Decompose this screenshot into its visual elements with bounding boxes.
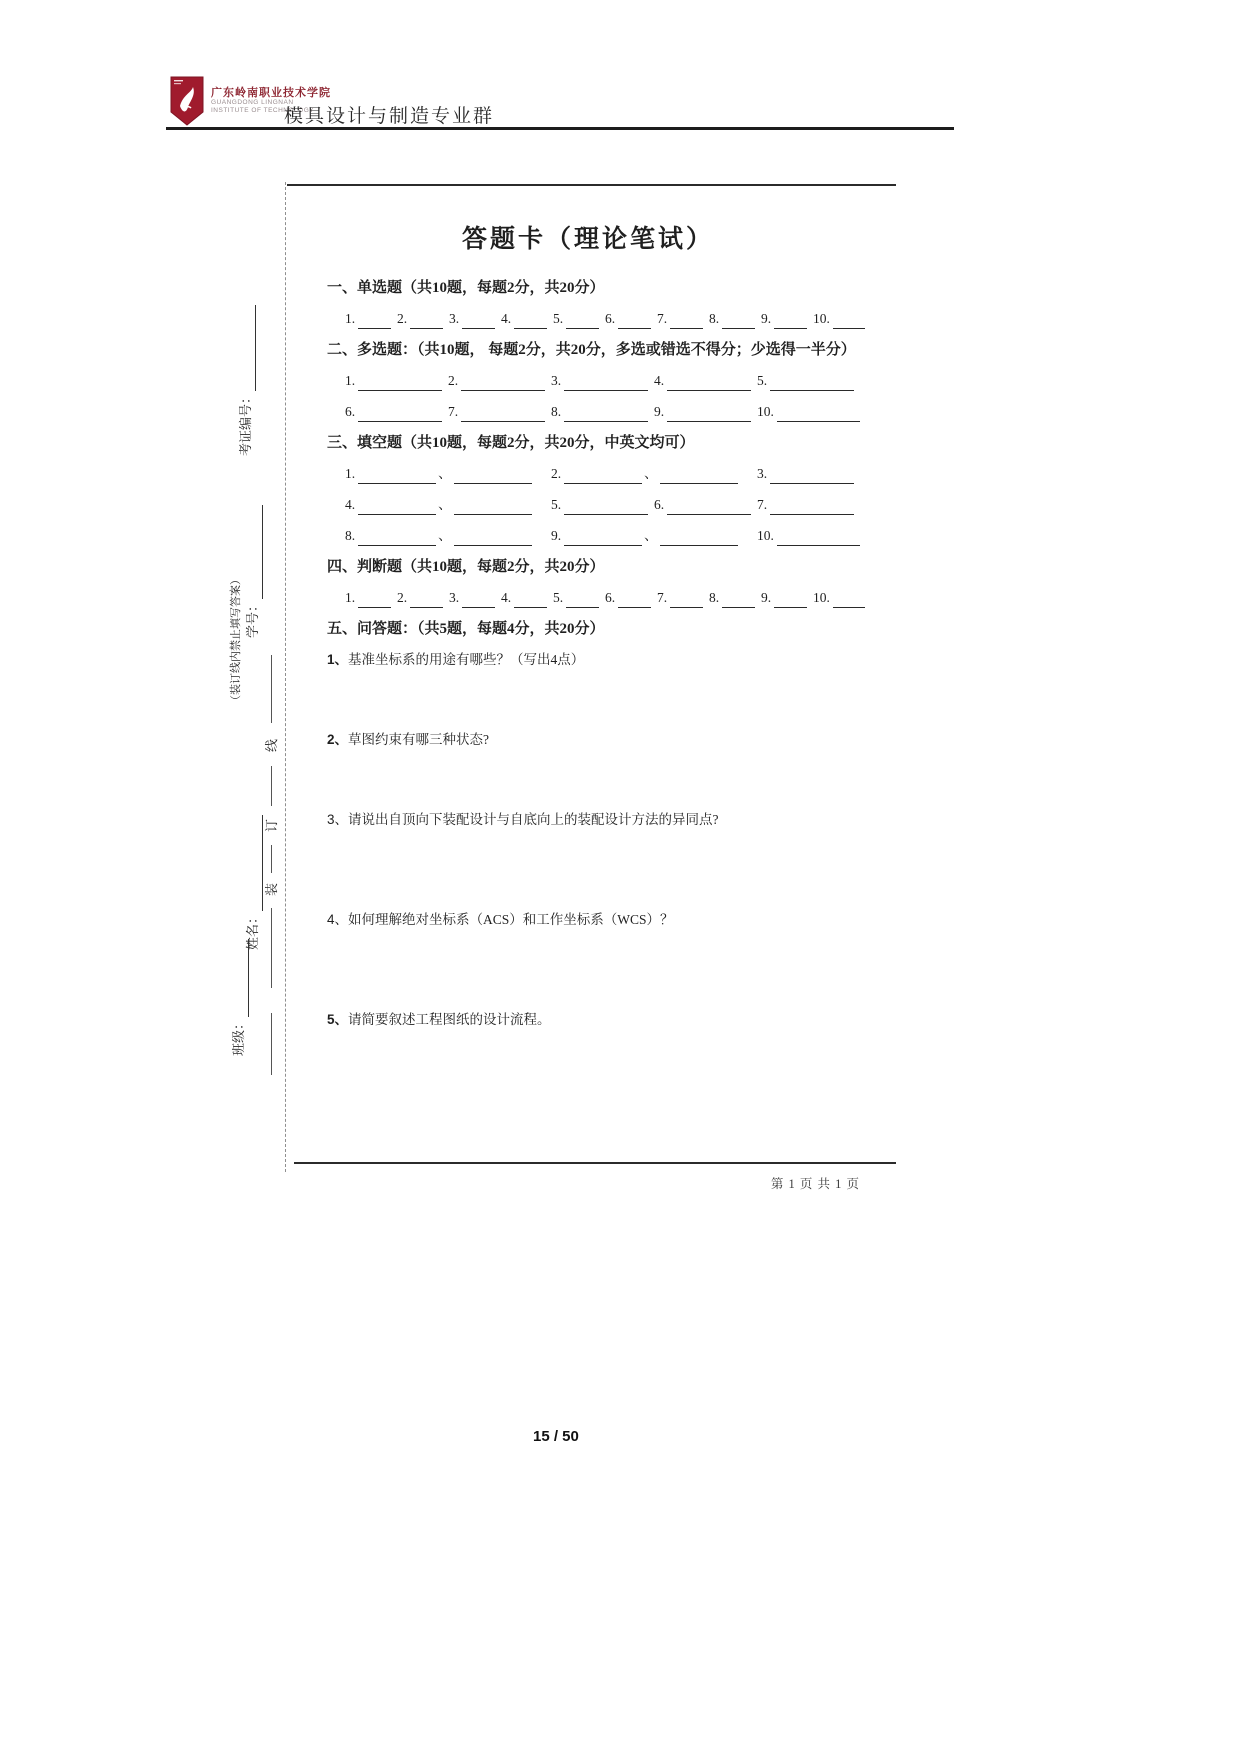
binding-warning-text: （装订线内禁止填写答案） [230, 574, 242, 706]
student-number-label: 学号： [245, 598, 260, 638]
answer-blank [670, 591, 703, 608]
answer-slot [551, 495, 654, 515]
answer-slot [657, 588, 709, 608]
binding-warning [226, 548, 246, 706]
question [327, 730, 897, 750]
answer-blank [564, 374, 648, 391]
student-number-blank [247, 505, 263, 599]
answer-slot-number: 5. [757, 373, 768, 388]
fold-segment [271, 655, 272, 723]
answer-slot [449, 588, 501, 608]
answer-slot-number: 3. [449, 590, 460, 605]
answer-blank [566, 591, 599, 608]
section-heading: 一、单选题（共10题，每题2分，共20分） [327, 280, 605, 296]
answer-slot-number: 2. [551, 466, 562, 481]
answer-slot-number: 10. [813, 311, 830, 326]
answer-blank [833, 312, 865, 329]
answer-card-content [327, 222, 897, 1030]
answer-slot-number: 5. [553, 311, 564, 326]
answer-blank [770, 374, 854, 391]
answer-slot [449, 309, 501, 329]
question-text: 基准坐标系的用途有哪些？（写出4点） [348, 652, 585, 667]
answer-slot-number: 7. [657, 590, 668, 605]
answer-slot-number: 2. [448, 373, 459, 388]
question [327, 650, 897, 670]
answer-row [345, 526, 897, 546]
binding-char-xian: 线 [264, 738, 279, 752]
blank-separator: 、 [644, 528, 658, 543]
answer-slot [709, 309, 761, 329]
answer-blank [514, 312, 547, 329]
answer-blank [777, 529, 860, 546]
blank-separator: 、 [438, 528, 452, 543]
answer-slot-number: 10. [757, 528, 774, 543]
answer-slot-number: 8. [551, 404, 562, 419]
answer-slot [553, 309, 605, 329]
question [327, 910, 897, 930]
answer-blank [564, 529, 642, 546]
answer-slot [654, 402, 757, 422]
answer-blank [358, 498, 436, 515]
answer-row [345, 464, 897, 484]
answer-slot [757, 495, 860, 515]
answer-slot [551, 526, 757, 546]
answer-blank [774, 312, 807, 329]
answer-slot [397, 309, 449, 329]
question-number: 3、 [327, 812, 349, 827]
sheet-bottom-rule [294, 1162, 896, 1164]
answer-slot [345, 464, 551, 484]
answer-slot [605, 309, 657, 329]
answer-blank [777, 405, 860, 422]
answer-blank [774, 591, 807, 608]
answer-blank [722, 591, 755, 608]
document-page-indicator: 15 / 50 [533, 1428, 579, 1445]
fold-segment [271, 766, 272, 806]
answer-slot-number: 4. [654, 373, 665, 388]
answer-slot [551, 371, 654, 391]
program-group-title: 模具设计与制造专业群 [284, 106, 495, 127]
answer-slot-number: 4. [501, 590, 512, 605]
fold-segment [271, 845, 272, 873]
answer-slot-number: 1. [345, 311, 356, 326]
answer-slot [605, 588, 657, 608]
answer-slot [551, 402, 654, 422]
answer-slot-number: 7. [757, 497, 768, 512]
answer-slot-number: 7. [657, 311, 668, 326]
answer-slot [397, 588, 449, 608]
answer-blank [660, 529, 738, 546]
answer-blank [722, 312, 755, 329]
answer-slot [448, 402, 551, 422]
answer-slot-number: 9. [761, 311, 772, 326]
answer-slot [761, 309, 813, 329]
answer-blank [564, 467, 642, 484]
question-text: 草图约束有哪三种状态? [348, 732, 490, 747]
student-number-field [243, 502, 263, 638]
answer-slot [551, 464, 757, 484]
name-blank [247, 815, 263, 911]
answer-blank [770, 498, 854, 515]
answer-slot-number: 6. [654, 497, 665, 512]
answer-slot [757, 526, 860, 546]
sections [327, 278, 897, 1030]
answer-slot-number: 1. [345, 373, 356, 388]
answer-slot [345, 588, 397, 608]
answer-blank [462, 312, 495, 329]
answer-row [345, 588, 897, 608]
answer-blank [564, 498, 648, 515]
blank-separator: 、 [644, 466, 658, 481]
answer-slot-number: 8. [709, 311, 720, 326]
answer-blank [358, 312, 391, 329]
answer-blank [410, 591, 443, 608]
answer-blank [454, 467, 532, 484]
name-label: 姓名： [245, 910, 260, 950]
answer-slot-number: 9. [654, 404, 665, 419]
school-name-cn: 广东岭南职业技术学院 [211, 87, 331, 99]
answer-slot [813, 309, 865, 329]
answer-row [345, 309, 897, 329]
answer-slot-number: 2. [397, 311, 408, 326]
answer-slot [813, 588, 865, 608]
school-name-en-line2: INSTITUTE OF TECHNOLOGY [211, 107, 315, 114]
answer-slot [345, 526, 551, 546]
answer-slot-number: 1. [345, 466, 356, 481]
answer-slot-number: 6. [605, 590, 616, 605]
answer-blank [461, 374, 545, 391]
class-label: 班级： [231, 1016, 246, 1056]
fold-segment [271, 1013, 272, 1075]
section-heading: 二、多选题：（共10题， 每题2分，共20分，多选或错选不得分；少选得一半分） [327, 342, 856, 358]
question-number: 5、 [327, 1012, 349, 1027]
answer-blank [358, 374, 442, 391]
answer-blank [667, 405, 751, 422]
answer-slot-number: 4. [501, 311, 512, 326]
answer-slot [345, 495, 551, 515]
answer-blank [660, 467, 738, 484]
answer-slot-number: 8. [345, 528, 356, 543]
exam-number-label: 考证编号： [238, 390, 253, 456]
question-text: 请简要叙述工程图纸的设计流程。 [348, 1012, 551, 1027]
blank-separator: 、 [438, 497, 452, 512]
question [327, 1010, 897, 1030]
answer-row [345, 402, 897, 422]
school-name-en-line1: GUANGDONG LINGNAN [211, 99, 294, 106]
answer-slot [501, 309, 553, 329]
answer-blank [462, 591, 495, 608]
question [327, 810, 897, 830]
section-heading: 四、判断题（共10题，每题2分，共20分） [327, 559, 605, 575]
exam-number-field [236, 300, 256, 456]
answer-blank [358, 529, 436, 546]
answer-blank [454, 529, 532, 546]
answer-slot [345, 309, 397, 329]
answer-slot-number: 3. [551, 373, 562, 388]
answer-blank [618, 312, 651, 329]
answer-slot [553, 588, 605, 608]
answer-blank [564, 405, 648, 422]
answer-slot-number: 9. [551, 528, 562, 543]
answer-blank [358, 467, 436, 484]
section-heading: 三、填空题（共10题，每题2分，共20分，中英文均可） [327, 435, 695, 451]
question-number: 2、 [327, 732, 349, 747]
class-blank [233, 939, 249, 1017]
answer-slot-number: 6. [345, 404, 356, 419]
exam-number-blank [240, 305, 256, 391]
question-number: 1、 [327, 652, 349, 667]
answer-slot [654, 371, 757, 391]
question-text: 如何理解绝对坐标系（ACS）和工作坐标系（WCS）？ [348, 912, 674, 927]
binding-fold-line [285, 182, 286, 1172]
fold-segment [271, 908, 272, 988]
section-heading: 五、问答题：（共5题，每题4分，共20分） [327, 621, 605, 637]
answer-slot-number: 1. [345, 590, 356, 605]
sheet-top-rule [287, 184, 896, 186]
answer-slot-number: 9. [761, 590, 772, 605]
answer-slot [761, 588, 813, 608]
answer-slot [757, 464, 860, 484]
answer-blank [566, 312, 599, 329]
answer-blank [670, 312, 703, 329]
answer-blank [667, 374, 751, 391]
answer-slot [345, 371, 448, 391]
answer-slot [654, 495, 757, 515]
answer-row [345, 495, 897, 515]
answer-slot-number: 3. [449, 311, 460, 326]
answer-blank [770, 467, 854, 484]
answer-slot-number: 3. [757, 466, 768, 481]
question-text: 请说出自顶向下装配设计与自底向上的装配设计方法的异同点? [348, 812, 719, 827]
name-field [243, 810, 263, 950]
question-number: 4、 [327, 912, 349, 927]
answer-slot-number: 10. [813, 590, 830, 605]
answer-blank [461, 405, 545, 422]
answer-slot-number: 5. [551, 497, 562, 512]
binding-char-ding: 订 [264, 818, 279, 832]
answer-slot-number: 8. [709, 590, 720, 605]
answer-slot-number: 4. [345, 497, 356, 512]
answer-slot-number: 5. [553, 590, 564, 605]
answer-card-title: 答题卡（理论笔试） [461, 226, 714, 253]
answer-blank [514, 591, 547, 608]
answer-slot [345, 402, 448, 422]
answer-blank [358, 591, 391, 608]
blank-separator: 、 [438, 466, 452, 481]
binding-char-zhuang: 装 [264, 882, 279, 896]
sheet-page-note: 第 1 页 共 1 页 [770, 1177, 860, 1191]
answer-slot [501, 588, 553, 608]
answer-slot [657, 309, 709, 329]
answer-blank [667, 498, 751, 515]
answer-blank [410, 312, 443, 329]
answer-slot-number: 10. [757, 404, 774, 419]
answer-blank [358, 405, 442, 422]
answer-slot [709, 588, 761, 608]
answer-blank [454, 498, 532, 515]
answer-slot-number: 7. [448, 404, 459, 419]
answer-slot [448, 371, 551, 391]
answer-slot-number: 6. [605, 311, 616, 326]
answer-slot [757, 371, 860, 391]
answer-blank [833, 591, 865, 608]
answer-slot [757, 402, 860, 422]
answer-row [345, 371, 897, 391]
answer-slot-number: 2. [397, 590, 408, 605]
answer-blank [618, 591, 651, 608]
class-field [229, 934, 249, 1056]
